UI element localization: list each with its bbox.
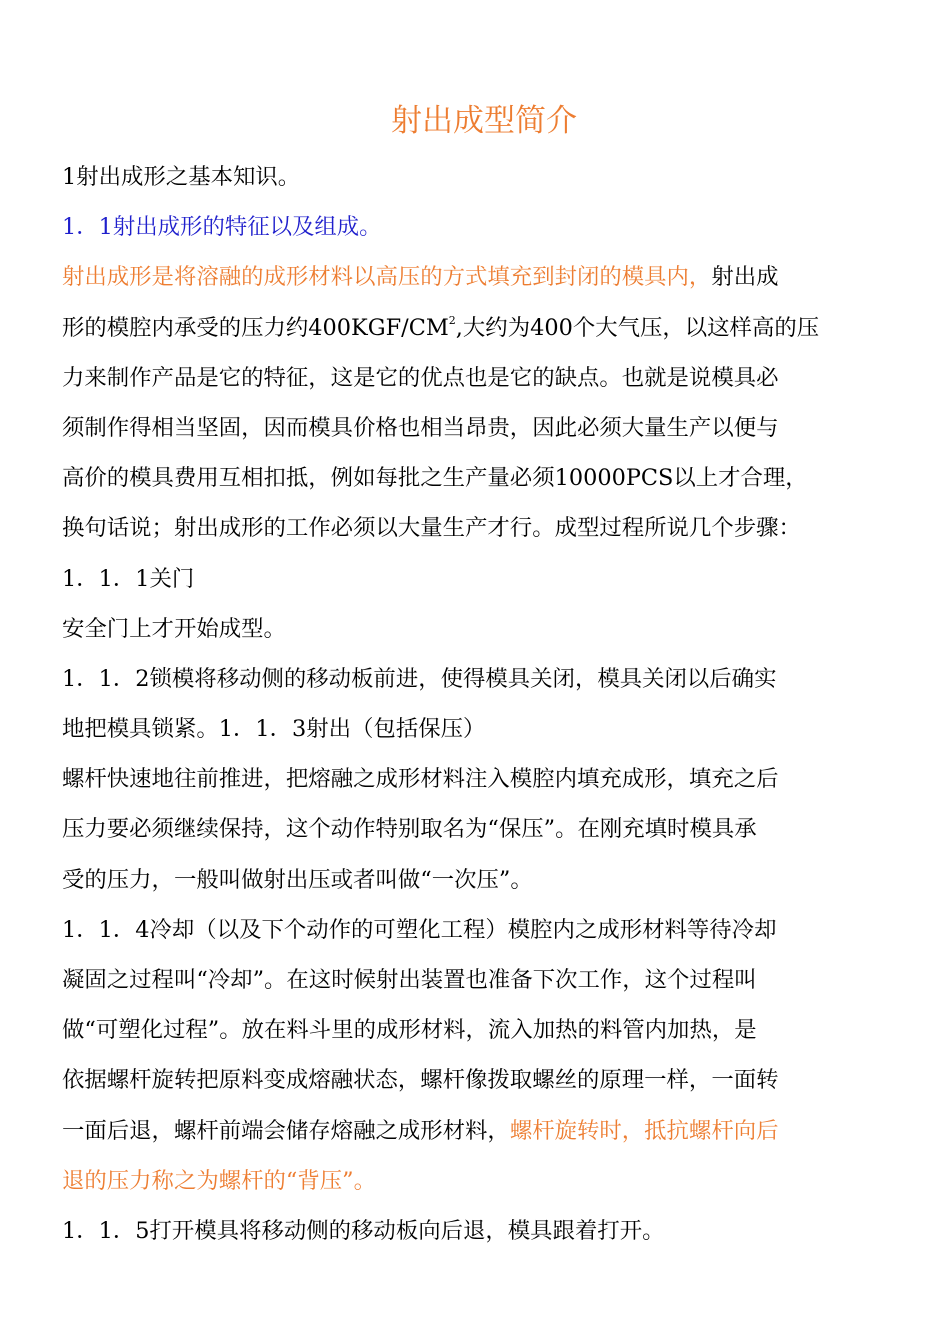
paragraph-line <box>62 1106 892 1156</box>
paragraph-line: 依据螺杆旋转把原料变成熔融状态，螺杆像拨取螺丝的原理一样，一面转 <box>62 1067 779 1094</box>
paragraph-line: 1．1．4冷却（以及下个动作的可塑化工程）模腔内之成形材料等待冷却 <box>62 916 777 943</box>
body-text: 形的模腔内承受的压力约400KGF/CM <box>62 314 449 341</box>
heading-section-1-1: 1．1射出成形的特征以及组成。 <box>62 214 382 241</box>
paragraph-line: 螺杆快速地往前推进，把熔融之成形材料注入模腔内填充成形，填充之后 <box>62 766 779 793</box>
heading-section-1: 1射出成形之基本知识。 <box>62 164 301 190</box>
paragraph-line: 1．1．2锁模将移动侧的移动板前进，使得模具关闭，模具关闭以后确实 <box>62 665 777 692</box>
paragraph-line: 地把模具锁紧。1．1．3射出（包括保压） <box>62 716 486 743</box>
body-text: ,大约为400个大气压，以这样高的压 <box>455 314 820 341</box>
paragraph-line: 须制作得相当坚固，因而模具价格也相当昂贵，因此必须大量生产以便与 <box>62 414 779 441</box>
highlighted-text: 螺杆旋转时，抵抗螺杆向后 <box>509 1117 779 1144</box>
document-page <box>62 96 892 1256</box>
superscript: 2 <box>448 313 456 327</box>
heading-section-1-1-1: 1．1．1关门 <box>62 565 195 592</box>
document-title: 射出成型简介 <box>391 103 577 139</box>
paragraph-line: 凝固之过程叫“冷却”。在这时候射出装置也准备下次工作，这个过程叫 <box>62 967 757 993</box>
paragraph-line: 换句话说；射出成形的工作必须以大量生产才行。成型过程所说几个步骤： <box>62 515 801 542</box>
body-text: 一面后退，螺杆前端会储存熔融之成形材料， <box>62 1117 510 1144</box>
highlighted-text: 退的压力称之为螺杆的“背压”。 <box>62 1167 376 1194</box>
paragraph-line: 安全门上才开始成型。 <box>62 615 286 642</box>
highlighted-text: 射出成形是将溶融的成形材料以高压的方式填充到封闭的模具内， <box>62 264 712 291</box>
paragraph-line <box>62 252 892 302</box>
paragraph-line: 做“可塑化过程”。放在料斗里的成形材料，流入加热的料管内加热，是 <box>62 1017 757 1044</box>
body-text: 射出成 <box>711 264 779 291</box>
paragraph-line: 高价的模具费用互相扣抵，例如每批之生产量必须10000PCS以上才合理， <box>62 465 808 492</box>
paragraph-line <box>62 303 892 353</box>
paragraph-line: 1．1．5打开模具将移动侧的移动板向后退，模具跟着打开。 <box>62 1217 665 1244</box>
paragraph-line: 压力要必须继续保持，这个动作特别取名为“保压”。在刚充填时模具承 <box>62 816 757 843</box>
paragraph-line: 力来制作产品是它的特征，这是它的优点也是它的缺点。也就是说模具必 <box>62 364 779 391</box>
paragraph-line: 受的压力，一般叫做射出压或者叫做“一次压”。 <box>62 866 533 893</box>
